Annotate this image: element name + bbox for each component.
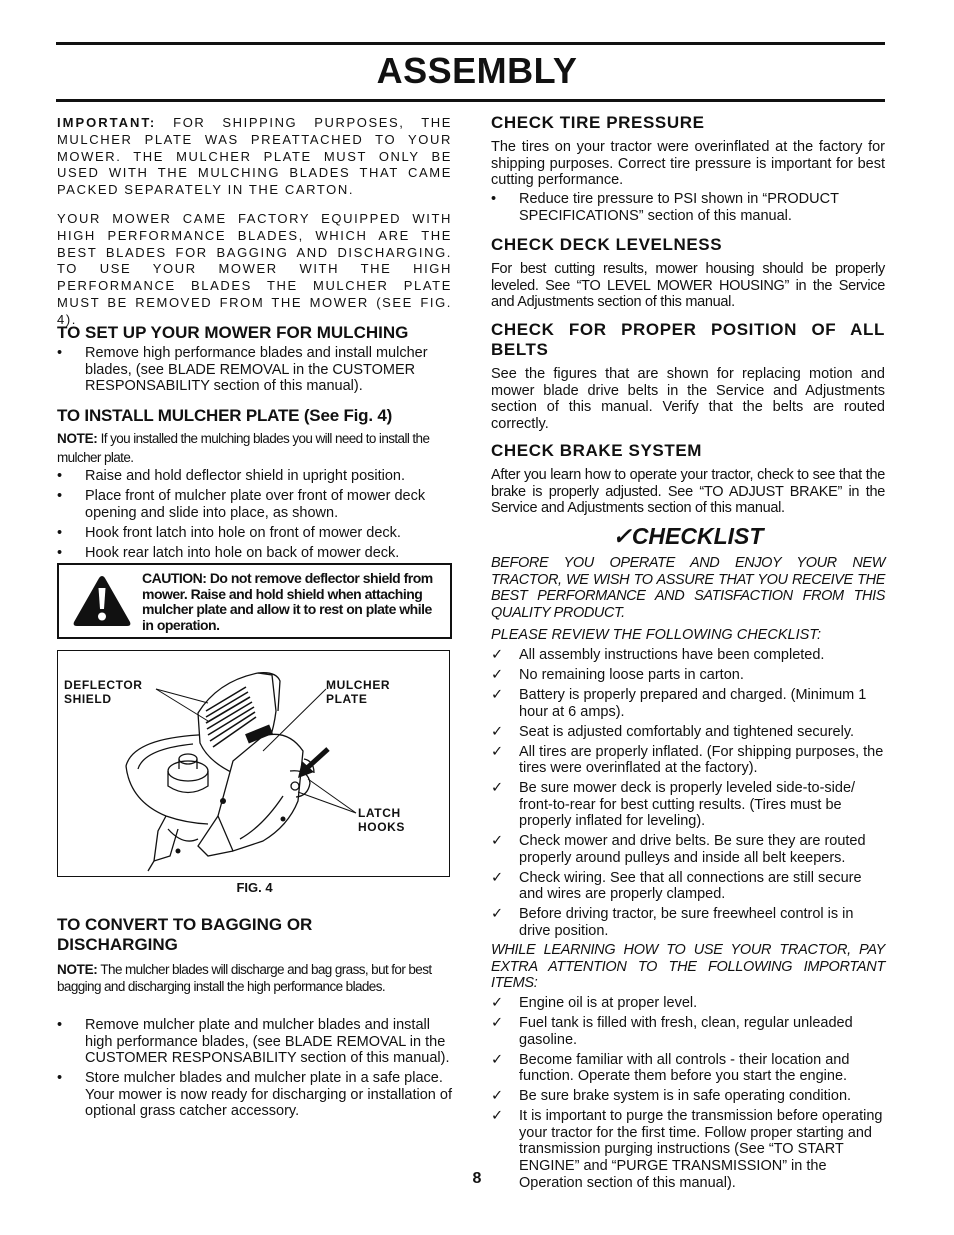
install-step <box>57 488 452 521</box>
checklist-item <box>491 870 885 903</box>
important-label: IMPORTANT: <box>57 115 157 130</box>
convert-step-text: Remove mulcher plate and mulcher blades and install high performance blades, (see BLADE REMOVAL in the CUSTOMER RESPONSABILITY section of this manual). <box>85 1017 450 1067</box>
checklist <box>491 647 885 943</box>
figure-caption: FIG. 4 <box>236 880 273 895</box>
learning-item <box>491 1015 885 1048</box>
mulching-heading: TO SET UP YOUR MOWER FOR MULCHING <box>57 323 409 342</box>
install-heading: TO INSTALL MULCHER PLATE (See Fig. 4) <box>57 406 393 425</box>
latch-hooks-label: LATCH HOOKS <box>358 806 406 834</box>
checklist-review: PLEASE REVIEW THE FOLLOWING CHECKLIST: <box>491 627 822 643</box>
mulcher-plate-label: MULCHER PLATE <box>326 678 391 706</box>
bullet-icon: • <box>57 544 63 561</box>
tire-pressure-heading: CHECK TIRE PRESSURE <box>491 113 705 132</box>
bullet-icon: • <box>57 524 63 541</box>
install-note-label: NOTE: <box>57 431 98 446</box>
learning-item-text: It is important to purge the transmission before operating your tractor for the first time. Follow proper starting and transmission purging instructions (See “TO START ENGINE” and “PURGE TRANSMISSION” in the Operation section of this manual). <box>519 1108 883 1191</box>
checklist-item <box>491 906 885 939</box>
checklist-item <box>491 780 885 830</box>
convert-step <box>57 1070 452 1120</box>
checklist-item <box>491 744 885 777</box>
checkmark-icon: ✓ <box>491 686 504 703</box>
checklist-item <box>491 647 885 664</box>
checklist-item-text: All assembly instructions have been completed. <box>519 647 825 663</box>
checkmark-icon: ✓ <box>491 1014 504 1031</box>
learning-item-text: Fuel tank is filled with fresh, clean, regular unleaded gasoline. <box>519 1014 853 1048</box>
checklist-item <box>491 724 885 741</box>
checkmark-icon: ✓ <box>491 666 504 683</box>
caution-text: CAUTION: Do not remove deflector shield from mower. Raise and hold shield when attaching mulcher plate and allow it to rest on plate while in operation. <box>142 570 433 633</box>
warning-icon <box>71 573 133 629</box>
top-rule <box>56 42 885 45</box>
tire-step-text: Reduce tire pressure to PSI shown in “PRODUCT SPECIFICATIONS” section of this manual. <box>519 191 839 224</box>
learning-item-text: Become familiar with all controls - their location and function. Operate them before you start the engine. <box>519 1051 850 1085</box>
learning-item-text: Be sure brake system is in safe operating condition. <box>519 1088 852 1105</box>
learning-item <box>491 995 885 1012</box>
mulching-step <box>57 345 452 395</box>
bullet-icon: • <box>57 487 63 504</box>
checklist-item <box>491 667 885 684</box>
mulching-step-text: Remove high performance blades and install mulcher blades, (see BLADE REMOVAL in the CUSTOMER RESPONSABILITY section of this manual). <box>85 345 428 395</box>
checklist-item-text: No remaining loose parts in carton. <box>519 666 744 683</box>
brake-system-text: After you learn how to operate your tractor, check to see that the brake is properly adjusted. See “TO ADJUST BRAKE” in the Service and Adjustments section of this manual. <box>491 467 885 517</box>
install-step <box>57 545 452 562</box>
checkmark-icon: ✓ <box>491 1088 504 1105</box>
belts-text: See the figures that are shown for replacing motion and mower blade drive belts in the Service and Adjustments section of this manual. Verify that the belts are routed correctly. <box>491 366 885 432</box>
checklist-intro: BEFORE YOU OPERATE AND ENJOY YOUR NEW TRACTOR, WE WISH TO ASSURE THAT YOU RECEIVE THE BEST PERFORMANCE AND SATISFACTION FROM THIS QUALITY PRODUCT. <box>491 555 885 621</box>
install-note-text: If you installed the mulching blades you will need to install the mulcher plate. <box>57 431 430 465</box>
checklist-item-text: Be sure mower deck is properly leveled side-to-side/ front-to-rear for best cutting results. (Tires must be properly inflated for leveling). <box>519 780 856 830</box>
bullet-icon: • <box>57 345 63 361</box>
checkmark-icon: ✓ <box>491 743 504 760</box>
deck-levelness-heading: CHECK DECK LEVELNESS <box>491 235 723 254</box>
learning-list <box>491 995 885 1194</box>
checklist-item-text: Seat is adjusted comfortably and tightened securely. <box>519 723 855 740</box>
factory-blades-notice: YOUR MOWER CAME FACTORY EQUIPPED WITH HIGH PERFORMANCE BLADES, WHICH ARE THE BEST BLADES FOR BAGGING AND DISCHARGING. TO USE YOUR MOWER WITH THE HIGH PERFORMANCE BLADES THE MULCHER PLATE MUST BE REMOVED FROM THE MOWER (SEE FIG. 4). <box>57 211 452 327</box>
install-step <box>57 468 452 485</box>
bullet-icon: • <box>491 191 497 207</box>
belts-heading: CHECK FOR PROPER POSITION OF ALL BELTS <box>491 320 885 359</box>
checklist-heading: ✓CHECKLIST <box>612 523 764 549</box>
tire-pressure-text: The tires on your tractor were overinflated at the factory for shipping purposes. Correct tire pressure is important for best cutting performance. <box>491 139 885 189</box>
page-title: ASSEMBLY <box>376 50 578 91</box>
checkmark-icon: ✓ <box>491 995 504 1011</box>
convert-step <box>57 1017 452 1067</box>
learning-item <box>491 1052 885 1085</box>
install-list <box>57 468 452 565</box>
checkmark-icon: ✓ <box>491 723 504 740</box>
bullet-icon: • <box>57 1070 63 1087</box>
checklist-item-text: Check wiring. See that all connections are still secure and wires are properly clamped. <box>519 869 862 903</box>
checkmark-icon: ✓ <box>491 647 504 663</box>
figure-4 <box>57 650 450 877</box>
important-notice <box>57 115 452 199</box>
learning-item-text: Engine oil is at proper level. <box>519 995 698 1011</box>
deflector-shield-label: DEFLECTOR SHIELD <box>64 678 143 706</box>
brake-system-heading: CHECK BRAKE SYSTEM <box>491 441 703 460</box>
important-text: FOR SHIPPING PURPOSES, THE MULCHER PLATE WAS PREATTACHED TO YOUR MOWER. THE MULCHER PLATE MUST ONLY BE USED WITH THE MULCHING BLADES THAT CAME PACKED SEPARATELY IN THE CARTON. <box>57 115 452 198</box>
learning-intro: WHILE LEARNING HOW TO USE YOUR TRACTOR, PAY EXTRA ATTENTION TO THE FOLLOWING IMPORTANT ITEMS: <box>491 942 885 992</box>
checklist-item-text: Check mower and drive belts. Be sure they are routed properly around pulleys and inside all belt keepers. <box>519 833 866 866</box>
checklist-item-text: Before driving tractor, be sure freewheel control is in drive position. <box>519 906 854 940</box>
page-number: 8 <box>472 1170 482 1187</box>
install-step-text: Hook front latch into hole on front of mower deck. <box>85 524 401 541</box>
install-note <box>57 429 452 467</box>
install-step-text: Raise and hold deflector shield in upright position. <box>85 468 406 484</box>
checkmark-icon: ✓ <box>491 1108 504 1125</box>
checklist-item <box>491 687 885 720</box>
checkmark-icon: ✓ <box>491 833 504 850</box>
bullet-icon: • <box>57 468 63 484</box>
convert-note <box>57 961 452 995</box>
checkmark-icon: ✓ <box>491 780 504 797</box>
tire-pressure-list <box>491 191 885 228</box>
install-step-text: Hook rear latch into hole on back of mower deck. <box>85 544 400 561</box>
checkmark-icon: ✓ <box>491 1051 504 1068</box>
title-rule <box>56 99 885 102</box>
mulching-list <box>57 345 452 398</box>
install-step-text: Place front of mulcher plate over front of mower deck opening and slide into place, as shown. <box>85 487 426 521</box>
convert-note-text: The mulcher blades will discharge and bag grass, but for best bagging and discharging install the high performance blades. <box>57 962 432 994</box>
learning-item <box>491 1088 885 1105</box>
checklist-item-text: All tires are properly inflated. (For shipping purposes, the tires were overinflated at the factory). <box>519 743 884 777</box>
caution-box <box>57 563 452 639</box>
convert-step-text: Store mulcher blades and mulcher plate in a safe place. Your mower is now ready for discharging or installation of optional grass catcher accessory. <box>85 1070 452 1120</box>
checklist-item <box>491 833 885 866</box>
deck-levelness-text: For best cutting results, mower housing should be properly leveled. See “TO LEVEL MOWER HOUSING” in the Service and Adjustments section of this manual. <box>491 261 885 311</box>
checklist-item-text: Battery is properly prepared and charged. (Minimum 1 hour at 6 amps). <box>519 686 867 720</box>
tire-step <box>491 191 885 224</box>
checkmark-icon: ✓ <box>491 906 504 923</box>
bullet-icon: • <box>57 1017 63 1033</box>
convert-note-label: NOTE: <box>57 962 98 977</box>
checkmark-icon: ✓ <box>491 869 504 886</box>
convert-list <box>57 1017 452 1123</box>
install-step <box>57 525 452 542</box>
convert-heading: TO CONVERT TO BAGGING OR DISCHARGING <box>57 915 313 954</box>
